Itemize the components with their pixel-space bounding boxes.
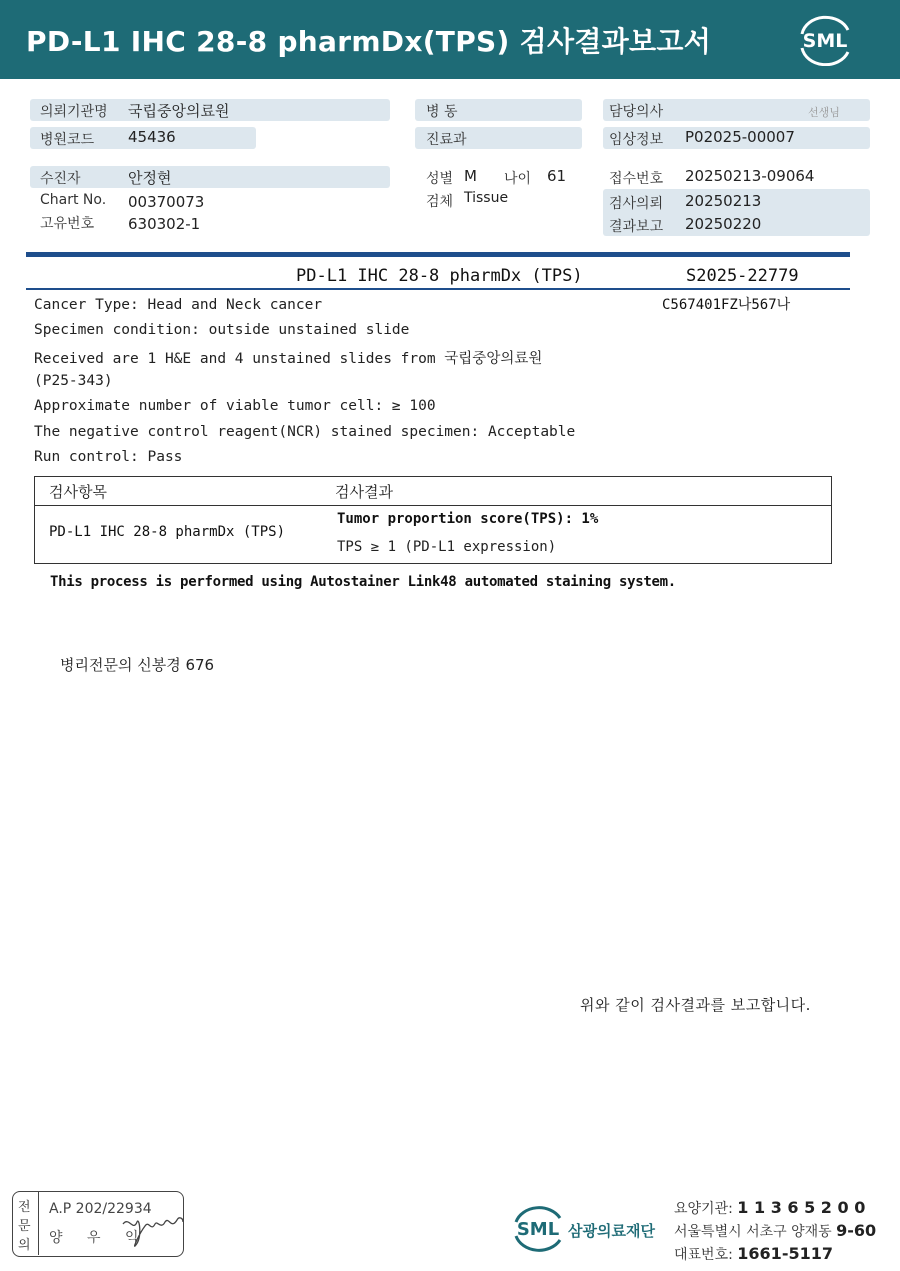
age-label: 나이 — [504, 171, 532, 187]
tps-score-cell: Tumor proportion score(TPS): 1% — [337, 511, 599, 527]
phone-value: 1661-5117 — [737, 1244, 833, 1263]
specimen-label: 검체 — [426, 194, 454, 210]
age-value: 61 — [547, 167, 567, 185]
closing-statement: 위와 같이 검사결과를 보고합니다. — [580, 996, 811, 1014]
ward-label: 병 동 — [426, 104, 458, 120]
institution-value: 국립중앙의료원 — [128, 102, 230, 120]
organization-name: 삼광의료재단 — [568, 1222, 655, 1240]
sml-footer-logo-icon — [510, 1200, 566, 1256]
unique-no-value: 630302-1 — [128, 215, 201, 233]
unique-no-label: 고유번호 — [40, 216, 95, 232]
clinical-info-value: P02025-00007 — [685, 128, 795, 146]
sml-logo-text: SML — [802, 30, 848, 52]
report-number: S2025-22779 — [686, 266, 799, 286]
report-title-rule — [26, 288, 850, 290]
address-line — [674, 1221, 876, 1241]
department-label: 진료과 — [426, 132, 467, 148]
specialist-stamp — [12, 1191, 184, 1257]
table-item-cell: PD-L1 IHC 28-8 pharmDx (TPS) — [49, 524, 286, 540]
stamp-side-label — [13, 1192, 39, 1255]
address-text: 서울특별시 서초구 양재동 — [674, 1224, 832, 1240]
ncr-line: The negative control reagent(NCR) stained specimen: Acceptable — [34, 424, 576, 440]
sex-label: 성별 — [426, 171, 454, 187]
stamp-name: 양 우 익 — [49, 1230, 149, 1246]
address-number: 9-60 — [836, 1221, 877, 1240]
sml-footer-logo-text: SML — [516, 1219, 560, 1240]
stamp-char: 전 — [18, 1200, 31, 1215]
request-date-label: 검사의뢰 — [609, 196, 664, 212]
pathology-no-line: (P25-343) — [34, 373, 113, 389]
chart-no-label: Chart No. — [40, 192, 107, 208]
doctor-suffix: 선생님 — [808, 106, 840, 119]
result-table — [34, 476, 832, 564]
hospital-code-value: 45436 — [128, 128, 176, 146]
specimen-sub-code: C567401FZ나567나 — [662, 297, 791, 313]
stamp-ap-number: A.P 202/22934 — [49, 1201, 152, 1217]
clinical-info-label: 임상정보 — [609, 132, 664, 148]
doctor-label: 담당의사 — [609, 104, 664, 120]
specimen-condition-line: Specimen condition: outside unstained slide — [34, 322, 410, 338]
table-header-result: 검사결과 — [335, 483, 393, 501]
institution-label: 의뢰기관명 — [40, 104, 108, 120]
report-header — [0, 0, 900, 79]
patient-value: 안정현 — [128, 169, 172, 187]
stamp-char: 문 — [18, 1219, 31, 1234]
pathologist-signature: 병리전문의 신봉경 676 — [60, 656, 215, 674]
chart-no-value: 00370073 — [128, 193, 205, 211]
run-control-line: Run control: Pass — [34, 449, 183, 465]
process-note: This process is performed using Autostainer Link48 automated staining system. — [50, 574, 676, 590]
phone-label: 대표번호: — [674, 1247, 733, 1263]
tps-expression-cell: TPS ≥ 1 (PD-L1 expression) — [337, 539, 557, 555]
handwritten-signature-icon — [121, 1210, 185, 1250]
patient-label: 수진자 — [40, 171, 81, 187]
institution-code-value: 1 1 3 6 5 2 0 0 — [737, 1198, 866, 1217]
table-header-item: 검사항목 — [49, 483, 107, 501]
receipt-no-value: 20250213-09064 — [685, 167, 815, 185]
phone-line — [674, 1244, 833, 1264]
viable-tumor-line: Approximate number of viable tumor cell: ≥ 100 — [34, 398, 436, 414]
report-date-label: 결과보고 — [609, 219, 664, 235]
stamp-char: 의 — [18, 1238, 31, 1253]
report-title: PD-L1 IHC 28-8 pharmDx (TPS) — [296, 266, 583, 286]
document-title: PD-L1 IHC 28-8 pharmDx(TPS) 검사결과보고서 — [26, 25, 712, 58]
receipt-no-label: 접수번호 — [609, 171, 664, 187]
received-line: Received are 1 H&E and 4 unstained slides from 국립중앙의료원 — [34, 351, 543, 367]
report-top-rule — [26, 252, 850, 257]
institution-code-label: 요양기관: — [674, 1201, 733, 1217]
specimen-value: Tissue — [464, 190, 509, 206]
hospital-code-label: 병원코드 — [40, 132, 95, 148]
patient-row — [30, 166, 390, 188]
sex-value: M — [464, 167, 477, 185]
institution-code-line — [674, 1198, 865, 1218]
sml-logo-icon — [796, 12, 854, 66]
request-date-value: 20250213 — [685, 192, 762, 210]
table-header-divider — [35, 505, 831, 506]
report-date-value: 20250220 — [685, 215, 762, 233]
cancer-type-line: Cancer Type: Head and Neck cancer — [34, 297, 323, 313]
